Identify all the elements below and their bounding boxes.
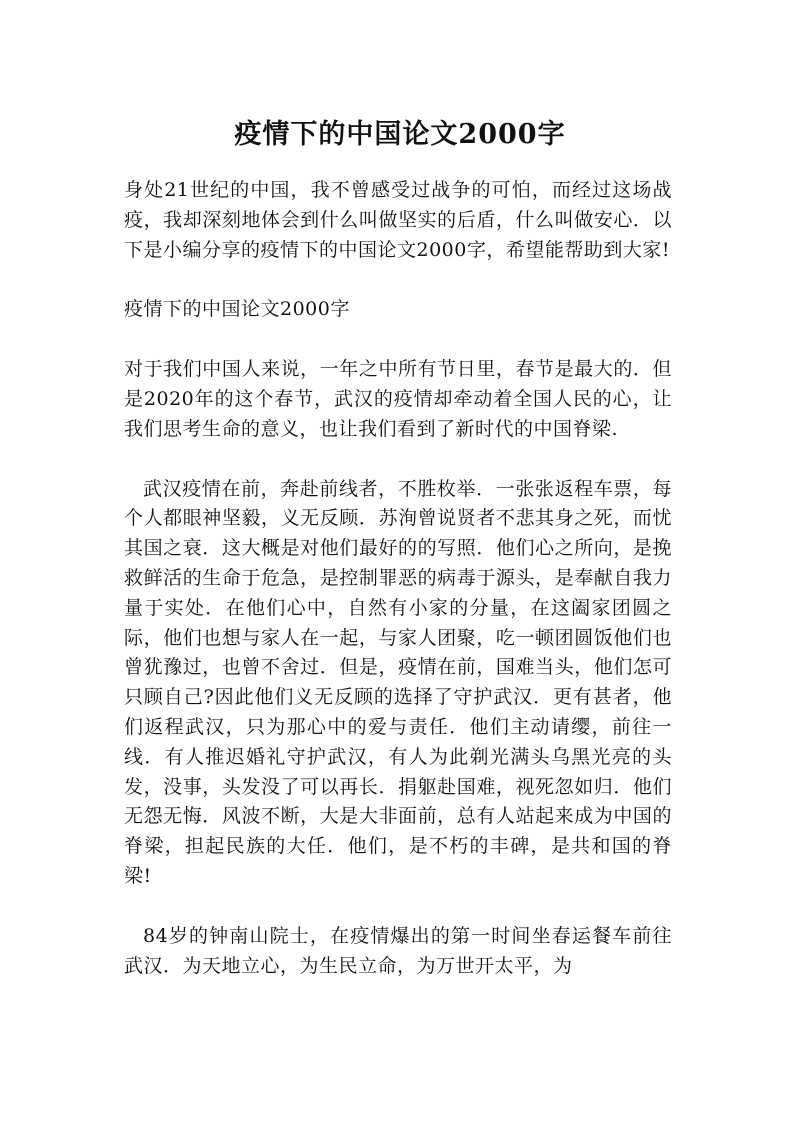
body-paragraph-1: 对于我们中国人来说，一年之中所有节日里，春节是最大的．但是2020年的这个春节，武汉的疫情却牵动着全国人民的心，让我们思考生命的意义，也让我们看到了新时代的中国脊梁. [124, 358, 672, 440]
body-paragraph-2: 武汉疫情在前，奔赴前线者，不胜枚举．一张张返程车票，每个人都眼神坚毅，义无反顾．苏洵曾说贤者不悲其身之死，而忧其国之衰．这大概是对他们最好的的写照．他们心之所向，是挽救鲜活的生命于危急，是控制罪恶的病毒于源头，是奉献自我力量于实处．在他们心中，自然有小家的分量，在这阖家团圆之际，他们也想与家人在一起，与家人团聚，吃一顿团圆饭他们也曾犹豫过，也曾不舍过．但是，疫情在前，国难当头，他们怎可只顾自己?因此他们义无反顾的选择了守护武汉．更有甚者，他们返程武汉，只为那心中的爱与责任．他们主动请缨，前往一线．有人推迟婚礼守护武汉，有人为此剃光满头乌黑光亮的头发，没事，头发没了可以再长．捐躯赴国难，视死忽如归．他们无怨无悔．风波不断，大是大非面前，总有人站起来成为中国的脊梁，担起民族的大任．他们，是不朽的丰碑，是共和国的脊梁! [124, 477, 672, 887]
section-heading: 疫情下的中国论文2000字 [124, 298, 350, 321]
body-paragraph-3: 84岁的钟南山院士，在疫情爆出的第一时间坐春运餐车前往武汉．为天地立心，为生民立命，为万世开太平，为 [124, 924, 672, 977]
document-title: 疫情下的中国论文2000字 [234, 119, 566, 150]
intro-paragraph: 身处21世纪的中国，我不曾感受过战争的可怕，而经过这场战疫，我却深刻地体会到什么叫做坚实的后盾，什么叫做安心．以下是小编分享的疫情下的中国论文2000字，希望能帮助到大家! [124, 179, 672, 261]
document-body [124, 176, 672, 1011]
